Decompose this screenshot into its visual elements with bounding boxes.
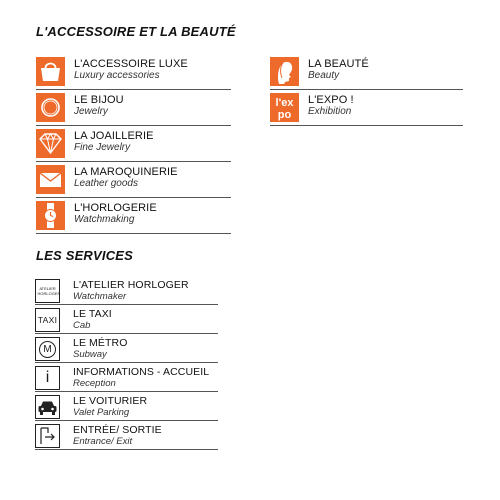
atelier-horloger-icon: ATELIER HORLOGER — [35, 279, 60, 303]
service-sublabel: Entrance/ Exit — [73, 436, 133, 447]
category-sublabel: Leather goods — [74, 178, 138, 189]
service-label: L'ATELIER HORLOGER — [73, 279, 189, 291]
svg-text:l'ex: l'ex — [275, 97, 294, 109]
services-section-title: LES SERVICES — [36, 248, 134, 263]
category-sublabel: Jewelry — [74, 106, 108, 117]
metro-icon: M — [35, 337, 60, 361]
category-expo[interactable] — [270, 91, 463, 126]
service-sublabel: Watchmaker — [73, 291, 127, 302]
category-label: LA JOAILLERIE — [74, 130, 154, 142]
category-label: L'HORLOGERIE — [74, 202, 157, 214]
ring-icon — [36, 93, 65, 122]
exit-icon — [35, 424, 60, 448]
service-sublabel: Reception — [73, 378, 116, 389]
category-maroquinerie[interactable] — [36, 163, 231, 198]
service-voiturier[interactable] — [35, 394, 218, 421]
category-label: LA MAROQUINERIE — [74, 166, 178, 178]
service-metro[interactable] — [35, 336, 218, 363]
category-label: LA BEAUTÉ — [308, 58, 369, 70]
service-label: LE VOITURIER — [73, 395, 148, 407]
category-beaute[interactable] — [270, 55, 463, 90]
svg-text:po: po — [277, 109, 292, 121]
service-informations-accueil[interactable] — [35, 365, 218, 392]
taxi-icon: TAXI — [35, 308, 60, 332]
car-icon — [35, 395, 60, 419]
category-bijou[interactable] — [36, 91, 231, 126]
diamond-icon — [36, 129, 65, 158]
woman-face-icon — [270, 57, 299, 86]
service-label: LE MÉTRO — [73, 337, 128, 349]
category-sublabel: Watchmaking — [74, 214, 135, 225]
service-sublabel: Valet Parking — [73, 407, 130, 418]
category-sublabel: Exhibition — [308, 106, 352, 117]
category-label: L'ACCESSOIRE LUXE — [74, 58, 188, 70]
watch-icon — [36, 201, 65, 230]
service-label: ENTRÉE/ SORTIE — [73, 424, 162, 436]
service-sublabel: Subway — [73, 349, 107, 360]
expo-icon — [270, 93, 299, 122]
service-sublabel: Cab — [73, 320, 91, 331]
accessories-section-title: L'ACCESSOIRE ET LA BEAUTÉ — [36, 24, 236, 39]
info-icon: i — [35, 366, 60, 390]
category-sublabel: Luxury accessories — [74, 70, 160, 81]
service-taxi[interactable] — [35, 307, 218, 334]
envelope-icon — [36, 165, 65, 194]
category-sublabel: Fine Jewelry — [74, 142, 131, 153]
category-accessoire-luxe[interactable] — [36, 55, 231, 90]
service-entree-sortie[interactable] — [35, 423, 218, 450]
category-label: LE BIJOU — [74, 94, 124, 106]
category-label: L'EXPO ! — [308, 94, 354, 106]
service-label: INFORMATIONS - ACCUEIL — [73, 366, 210, 378]
category-joaillerie[interactable] — [36, 127, 231, 162]
category-sublabel: Beauty — [308, 70, 340, 81]
service-atelier-horloger[interactable] — [35, 278, 218, 305]
category-horlogerie[interactable] — [36, 199, 231, 234]
service-label: LE TAXI — [73, 308, 112, 320]
handbag-icon — [36, 57, 65, 86]
